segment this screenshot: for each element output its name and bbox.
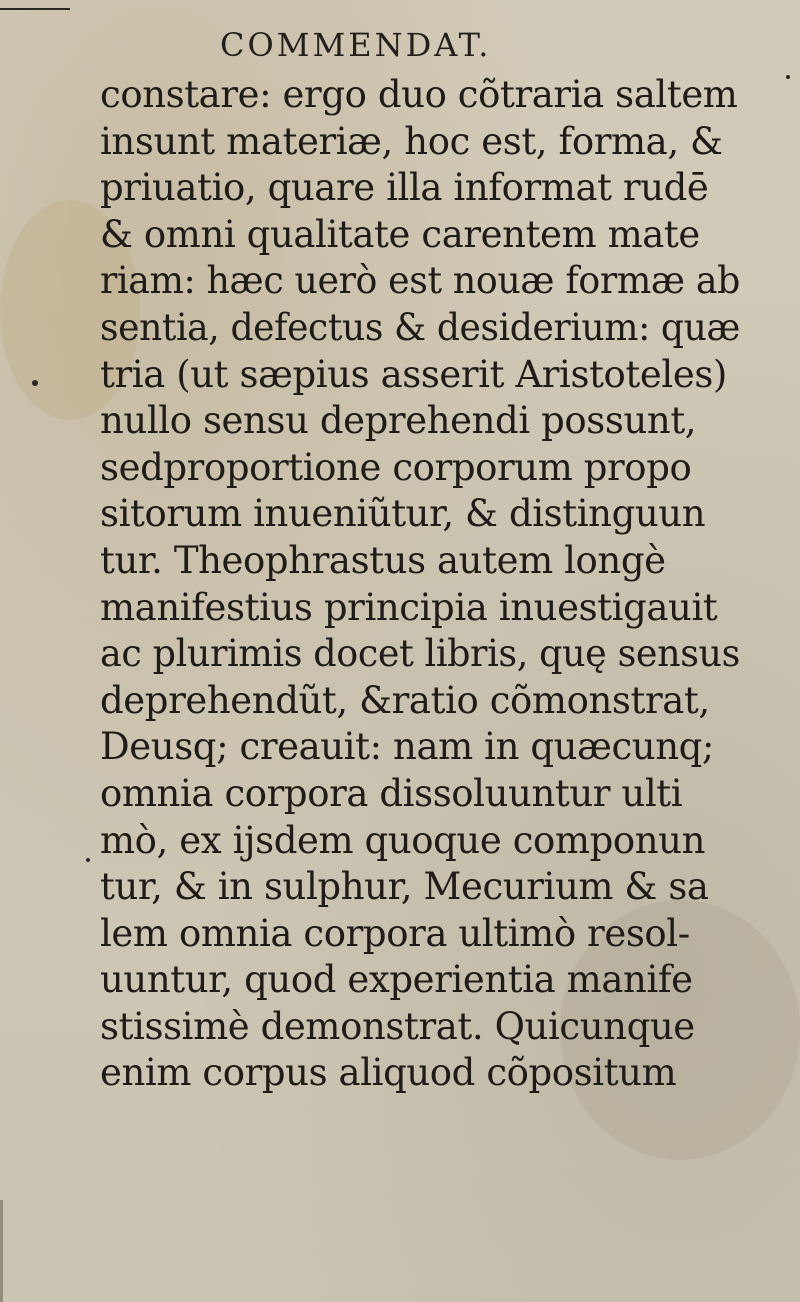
text-line: sitorum inueniũtur, & distinguun xyxy=(100,492,706,536)
text-line: uuntur, quod experientia manife xyxy=(100,958,693,1002)
text-line: Deusq; creauit: nam in quæcunq; xyxy=(100,725,714,769)
running-title: COMMENDAT. xyxy=(220,26,492,64)
text-line: lem omnia corpora ultimò resol- xyxy=(100,911,690,955)
text-line: constare: ergo duo cõtraria saltem xyxy=(100,73,738,116)
text-line: sentia, defectus & desiderium: quæ xyxy=(100,305,740,349)
text-line: stissimè demonstrat. Quicunque xyxy=(100,1004,695,1048)
text-line: tria (ut sæpius asserit Aristoteles) xyxy=(100,352,727,396)
text-line: & omni qualitate carentem mate xyxy=(100,212,700,256)
text-line: riam: hæc uerò est nouæ formæ ab xyxy=(100,259,740,303)
page-edge xyxy=(0,1200,3,1302)
text-line: manifestius principia inuestigauit xyxy=(100,585,718,629)
ink-speck xyxy=(786,75,790,79)
text-line: sedproportione corporum propo xyxy=(100,445,692,489)
text-line: tur, & in sulphur, Mecurium & sa xyxy=(100,865,709,909)
text-line: deprehendũt, &ratio cõmonstrat, xyxy=(100,678,710,722)
ink-speck xyxy=(86,858,90,862)
text-line: priuatio, quare illa informat rudē xyxy=(100,166,709,210)
body-text xyxy=(100,72,740,1097)
text-line: tur. Theophrastus autem longè xyxy=(100,538,666,582)
text-line: nullo sensu deprehendi possunt, xyxy=(100,399,697,443)
top-rule xyxy=(0,8,70,10)
ink-speck xyxy=(32,380,38,386)
text-line: insunt materiæ, hoc est, forma, & xyxy=(100,119,723,163)
text-line: ac plurimis docet libris, quę sensus xyxy=(100,632,740,676)
text-line: mò, ex ijsdem quoque componun xyxy=(100,818,706,862)
text-line: omnia corpora dissoluuntur ulti xyxy=(100,771,683,815)
text-line: enim corpus aliquod cõpositum xyxy=(100,1051,677,1095)
